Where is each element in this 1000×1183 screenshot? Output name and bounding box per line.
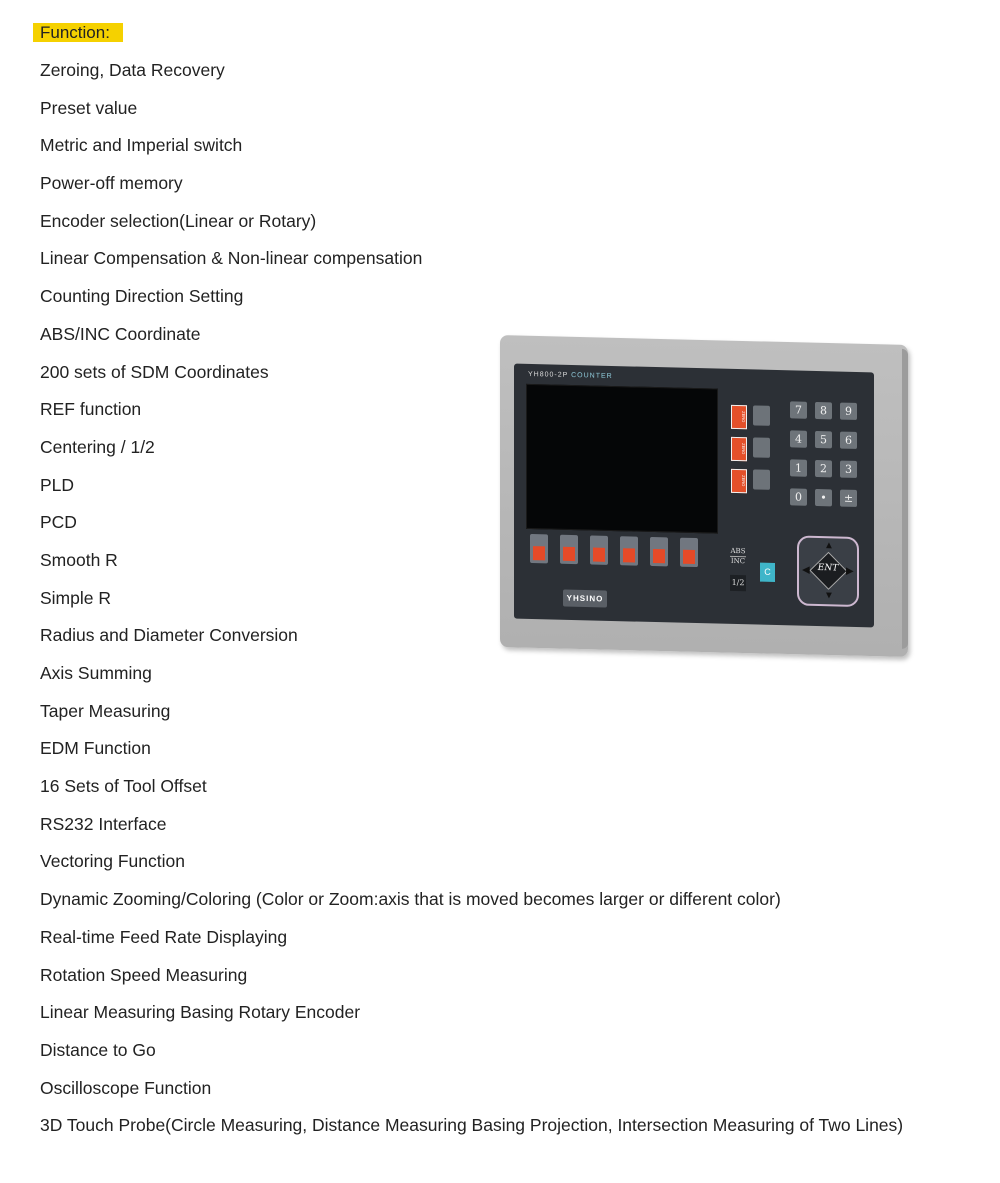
zero-button-x: ZERO	[731, 405, 747, 429]
zero-button-y: ZERO	[731, 437, 747, 461]
feature-item: Rotation Speed Measuring	[40, 964, 248, 985]
keypad-key: 0	[790, 488, 807, 505]
keypad-key: 4	[790, 430, 807, 447]
keypad-key: 8	[815, 402, 832, 419]
arrow-left-icon: ◀	[802, 564, 810, 576]
feature-item: PCD	[40, 512, 77, 533]
feature-item: ABS/INC Coordinate	[40, 323, 201, 344]
soft-keys	[530, 534, 710, 567]
keypad-key: 5	[815, 431, 832, 448]
keypad-key: 7	[790, 401, 807, 418]
arrow-up-icon: ▲	[824, 540, 834, 552]
inc-label: INC	[730, 556, 746, 566]
feature-item: Metric and Imperial switch	[40, 135, 243, 156]
soft-key-1	[530, 534, 548, 563]
soft-key-5	[650, 537, 668, 566]
feature-item: Axis Summing	[40, 663, 152, 683]
keypad-key: ±	[840, 490, 857, 507]
dro-device-image	[500, 340, 910, 656]
navigation-pad	[797, 536, 859, 608]
soft-key-3	[590, 535, 608, 564]
lcd-screen	[526, 384, 718, 534]
feature-item: Smooth R	[40, 549, 118, 570]
feature-item: Vectoring Function	[40, 851, 185, 872]
numeric-keypad	[790, 401, 857, 507]
feature-item: 3D Touch Probe(Circle Measuring, Distance Measuring Basing Projection, Intersection Measuring of Two Lines)	[40, 1115, 904, 1136]
feature-item: Power-off memory	[40, 173, 183, 194]
feature-item: RS232 Interface	[40, 813, 167, 834]
feature-item: Distance to Go	[40, 1039, 156, 1060]
feature-item: Linear Measuring Basing Rotary Encoder	[40, 1002, 361, 1023]
soft-key-4	[620, 536, 638, 565]
keypad-key: 2	[815, 460, 832, 477]
abs-label: ABS	[730, 546, 746, 556]
feature-item: Preset value	[40, 97, 138, 118]
axis-select-button-z	[753, 469, 770, 489]
model-label	[528, 371, 613, 380]
feature-item: EDM Function	[40, 738, 151, 759]
feature-item: PLD	[40, 474, 75, 495]
soft-key-2	[560, 535, 578, 564]
brand-logo: YHSINO	[563, 589, 607, 607]
arrow-down-icon: ▼	[824, 590, 834, 602]
feature-item: Linear Compensation & Non-linear compensation	[40, 248, 423, 269]
device-shell-edge	[902, 349, 908, 649]
arrow-right-icon: ▶	[846, 565, 854, 577]
keypad-key: •	[815, 489, 832, 506]
feature-item: Encoder selection(Linear or Rotary)	[40, 210, 317, 231]
keypad-key: 1	[790, 459, 807, 476]
model-suffix: COUNTER	[571, 371, 613, 381]
feature-item: Counting Direction Setting	[40, 286, 244, 307]
feature-item: Real-time Feed Rate Displaying	[40, 926, 288, 947]
feature-item: 200 sets of SDM Coordinates	[40, 361, 269, 382]
zero-button-z: ZERO	[731, 469, 747, 493]
feature-item: Dynamic Zooming/Coloring (Color or Zoom:axis that is moved becomes larger or different color)	[40, 889, 781, 910]
feature-item: 16 Sets of Tool Offset	[40, 776, 207, 797]
abs-inc-button	[730, 547, 746, 567]
clear-button: C	[760, 563, 775, 582]
feature-item: Simple R	[40, 587, 111, 608]
soft-key-6	[680, 538, 698, 567]
feature-item: Taper Measuring	[40, 700, 171, 721]
half-button: 1/2	[730, 575, 746, 591]
function-heading: Function:	[33, 23, 123, 42]
feature-item: REF function	[40, 399, 142, 420]
enter-label: ENT	[817, 563, 839, 574]
feature-item: Zeroing, Data Recovery	[40, 60, 225, 80]
device-panel	[514, 364, 874, 628]
axis-select-button-x	[753, 405, 770, 425]
feature-item: Radius and Diameter Conversion	[40, 625, 298, 646]
axis-select-button-y	[753, 437, 770, 457]
feature-item: Oscilloscope Function	[40, 1077, 212, 1098]
keypad-key: 6	[840, 432, 857, 449]
keypad-key: 9	[840, 403, 857, 420]
model-name: YH800-2P	[528, 370, 569, 379]
keypad-key: 3	[840, 461, 857, 478]
feature-item: Centering / 1/2	[40, 436, 155, 457]
